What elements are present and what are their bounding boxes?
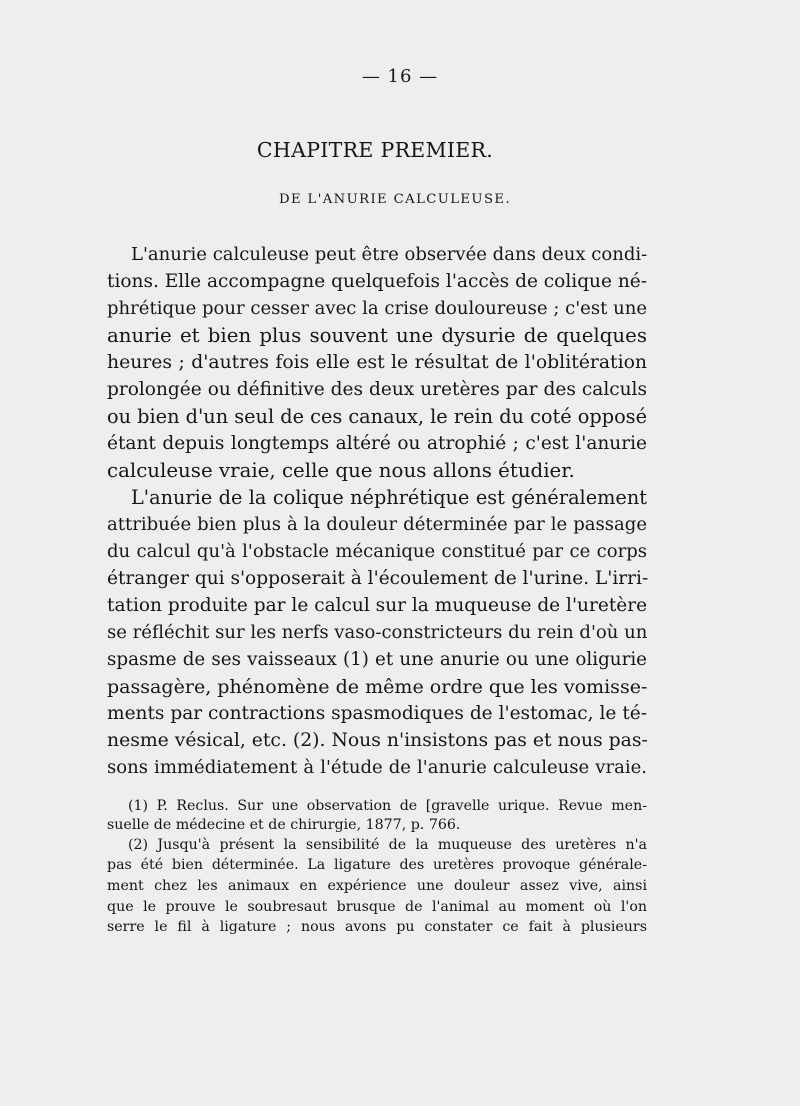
body-line: du calcul qu'à l'obstacle mécanique constitué par ce corps xyxy=(107,541,647,562)
body-line: se réfléchit sur les nerfs vaso-constricteurs du rein d'où un xyxy=(107,622,648,643)
body-line: anurie et bien plus souvent une dysurie de quelques xyxy=(107,324,647,347)
chapter-title: CHAPITRE PREMIER. xyxy=(256,138,494,162)
body-line: attribuée bien plus à la douleur déterminée par le passage xyxy=(107,514,647,535)
page-number: — 16 — xyxy=(361,66,439,87)
body-line: étranger qui s'opposerait à l'écoulement de l'urine. L'irri- xyxy=(107,568,649,589)
body-line: calculeuse vraie, celle que nous allons étudier. xyxy=(107,459,575,482)
body-line: ments par contractions spasmodiques de l'estomac, le té- xyxy=(107,703,647,724)
body-line: tions. Elle accompagne quelquefois l'accès de colique né- xyxy=(107,271,648,292)
body-line: étant depuis longtemps altéré ou atrophié ; c'est l'anurie xyxy=(107,433,647,454)
body-line: heures ; d'autres fois elle est le résultat de l'oblitération xyxy=(107,352,647,373)
footnote-line: ment chez les animaux en expérience une douleur assez vive, ainsi xyxy=(107,878,647,894)
body-line: passagère, phénomène de même ordre que les vomisse- xyxy=(107,676,648,698)
body-line: sons immédiatement à l'étude de l'anurie calculeuse vraie. xyxy=(107,757,647,778)
body-line: L'anurie de la colique néphrétique est généralement xyxy=(131,486,647,509)
body-line: L'anurie calculeuse peut être observée dans deux condi- xyxy=(131,244,648,265)
section-title: DE L'ANURIE CALCULEUSE. xyxy=(278,192,512,207)
body-line: tation produite par le calcul sur la muqueuse de l'uretère xyxy=(107,595,648,616)
footnote-line: serre le fil à ligature ; nous avons pu constater ce fait à plusieurs xyxy=(107,919,647,935)
footnote-line: (2) Jusqu'à présent la sensibilité de la muqueuse des uretères n'a xyxy=(128,837,647,853)
footnote-line: pas été bien déterminée. La ligature des uretères provoque générale- xyxy=(107,857,647,873)
footnote-line: que le prouve le soubresaut brusque de l'animal au moment où l'on xyxy=(107,899,647,915)
body-line: phrétique pour cesser avec la crise douloureuse ; c'est une xyxy=(107,298,647,319)
body-line: spasme de ses vaisseaux (1) et une anurie ou une oligurie xyxy=(107,649,647,670)
body-line: nesme vésical, etc. (2). Nous n'insistons pas et nous pas- xyxy=(107,730,648,751)
body-line: ou bien d'un seul de ces canaux, le rein du coté opposé xyxy=(107,405,647,428)
footnote-line: (1) P. Reclus. Sur une observation de [gravelle urique. Revue men- xyxy=(128,798,647,814)
body-line: prolongée ou définitive des deux uretères par des calculs xyxy=(107,379,647,400)
footnote-line: suelle de médecine et de chirurgie, 1877, p. 766. xyxy=(107,817,461,833)
